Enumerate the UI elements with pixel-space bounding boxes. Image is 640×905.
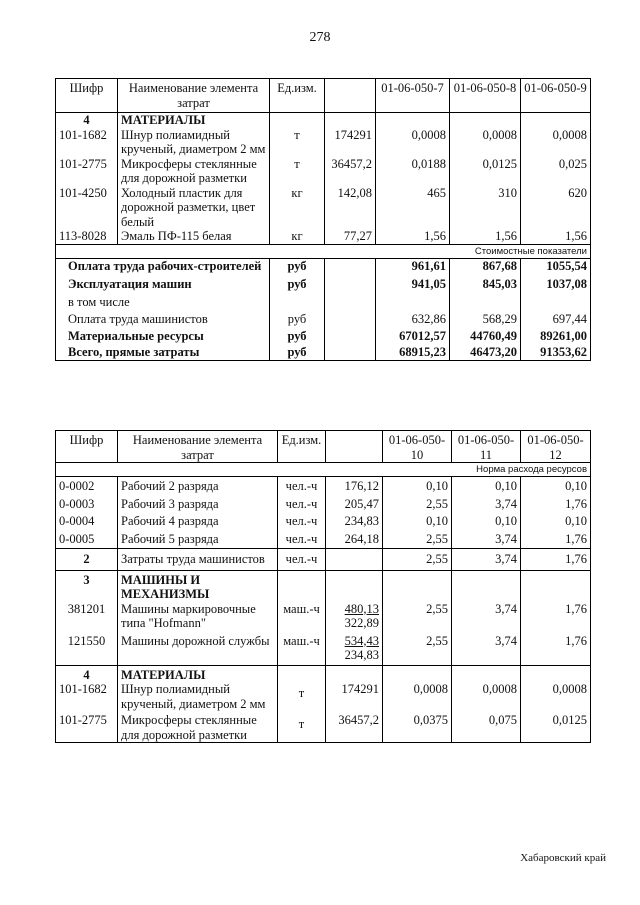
cost-unit: руб bbox=[270, 343, 325, 360]
cost-value: 1037,08 bbox=[521, 273, 591, 292]
cost-unit: руб bbox=[270, 327, 325, 344]
cell-price: 36457,2 bbox=[325, 157, 376, 186]
cost-unit: руб bbox=[270, 309, 325, 327]
cost-value: 91353,62 bbox=[521, 343, 591, 360]
cost-value: 68915,23 bbox=[376, 343, 450, 360]
cell-unit: т bbox=[270, 157, 325, 186]
section-code: 4 bbox=[56, 113, 118, 128]
cell-value: 1,56 bbox=[521, 229, 591, 244]
cell-value: 0,0008 bbox=[383, 682, 452, 711]
cost-value: 67012,57 bbox=[376, 327, 450, 344]
cost-value: 941,05 bbox=[376, 273, 450, 292]
labor-value: 1,76 bbox=[521, 549, 591, 571]
cell-value: 0,075 bbox=[452, 711, 521, 743]
cell-code: 0-0003 bbox=[56, 494, 118, 512]
cell-code: 0-0005 bbox=[56, 529, 118, 549]
resource-table-1 bbox=[55, 78, 591, 361]
table-row bbox=[56, 128, 591, 157]
cell-price: 234,83 bbox=[326, 511, 383, 529]
cost-row bbox=[56, 327, 591, 344]
cell-code: 113-8028 bbox=[56, 229, 118, 244]
header-price bbox=[326, 431, 383, 463]
cell-value: 0,0125 bbox=[521, 711, 591, 743]
machine-row bbox=[56, 602, 591, 631]
header-name: Наименование элемента затрат bbox=[118, 79, 270, 113]
cell-value: 1,56 bbox=[450, 229, 521, 244]
cell-name: Рабочий 5 разряда bbox=[118, 529, 278, 549]
cell-unit: т bbox=[270, 128, 325, 157]
cell-price: 142,08 bbox=[325, 186, 376, 230]
cell-code: 101-2775 bbox=[56, 157, 118, 186]
cell-code: 101-4250 bbox=[56, 186, 118, 230]
header-col-10: 01-06-050-10 bbox=[383, 431, 452, 463]
cell-name: Эмаль ПФ-115 белая bbox=[118, 229, 270, 244]
cost-indicators-label: Стоимостные показатели bbox=[376, 244, 591, 258]
cell-unit: т bbox=[278, 682, 326, 711]
cell-name: Машины дорожной службы bbox=[118, 631, 278, 666]
section-row bbox=[56, 665, 591, 682]
cell-value: 0,0008 bbox=[450, 128, 521, 157]
cell-code: 0-0004 bbox=[56, 511, 118, 529]
cell-name: Шнур полиамидный крученый, диаметром 2 мм bbox=[118, 682, 278, 711]
cell-value: 3,74 bbox=[452, 529, 521, 549]
cell-value: 0,0125 bbox=[450, 157, 521, 186]
cell-value: 1,76 bbox=[521, 529, 591, 549]
cell-name: Шнур полиамидный крученый, диаметром 2 мм bbox=[118, 128, 270, 157]
cell-code: 381201 bbox=[56, 602, 118, 631]
cost-unit: руб bbox=[270, 273, 325, 292]
table-row bbox=[56, 157, 591, 186]
cell-unit: т bbox=[278, 711, 326, 743]
cell-unit: чел.-ч bbox=[278, 529, 326, 549]
cell-code: 101-1682 bbox=[56, 682, 118, 711]
cell-value: 2,55 bbox=[383, 494, 452, 512]
cell-value: 3,74 bbox=[452, 631, 521, 666]
cell-unit: маш.-ч bbox=[278, 602, 326, 631]
section-title: МАТЕРИАЛЫ bbox=[118, 113, 270, 128]
cost-value: 44760,49 bbox=[450, 327, 521, 344]
header-name: Наименование элемента затрат bbox=[118, 431, 278, 463]
header-col-9: 01-06-050-9 bbox=[521, 79, 591, 113]
cell-value: 0,0008 bbox=[521, 682, 591, 711]
labor-value: 2,55 bbox=[383, 549, 452, 571]
table-row bbox=[56, 477, 591, 494]
cell-value: 0,0188 bbox=[376, 157, 450, 186]
norm-label: Норма расхода ресурсов bbox=[383, 463, 591, 477]
cell-unit: чел.-ч bbox=[278, 511, 326, 529]
cell-value: 1,76 bbox=[521, 631, 591, 666]
cell-value: 0,0008 bbox=[376, 128, 450, 157]
cell-value: 0,0008 bbox=[521, 128, 591, 157]
cost-row bbox=[56, 343, 591, 360]
cell-code: 0-0002 bbox=[56, 477, 118, 494]
cell-unit: маш.-ч bbox=[278, 631, 326, 666]
cell-value: 0,10 bbox=[383, 511, 452, 529]
cell-value: 2,55 bbox=[383, 602, 452, 631]
cell-price bbox=[326, 631, 383, 666]
cost-row bbox=[56, 273, 591, 292]
cell-value: 2,55 bbox=[383, 631, 452, 666]
cell-value: 1,76 bbox=[521, 494, 591, 512]
header-code: Шифр bbox=[56, 431, 118, 463]
cell-value: 0,10 bbox=[521, 477, 591, 494]
cell-name: Рабочий 4 разряда bbox=[118, 511, 278, 529]
cell-price: 176,12 bbox=[326, 477, 383, 494]
cost-row bbox=[56, 292, 591, 310]
cell-unit: чел.-ч bbox=[278, 477, 326, 494]
section-title: МАТЕРИАЛЫ bbox=[118, 665, 278, 682]
cell-price bbox=[326, 602, 383, 631]
section-code: 4 bbox=[56, 665, 118, 682]
cell-name: Машины маркировочные типа "Hofmann" bbox=[118, 602, 278, 631]
cost-value: 568,29 bbox=[450, 309, 521, 327]
header-col-11: 01-06-050-11 bbox=[452, 431, 521, 463]
cell-value: 3,74 bbox=[452, 602, 521, 631]
labor-row bbox=[56, 549, 591, 571]
cost-value: 961,61 bbox=[376, 258, 450, 273]
table-row bbox=[56, 711, 591, 743]
cost-indicators-label-row bbox=[56, 244, 591, 258]
cell-value: 3,74 bbox=[452, 494, 521, 512]
header-col-7: 01-06-050-7 bbox=[376, 79, 450, 113]
cell-value: 0,0008 bbox=[452, 682, 521, 711]
cell-unit: чел.-ч bbox=[278, 494, 326, 512]
cost-name: Оплата труда рабочих-строителей bbox=[56, 258, 270, 273]
cost-name: Материальные ресурсы bbox=[56, 327, 270, 344]
cell-value: 0,0375 bbox=[383, 711, 452, 743]
section-code: 3 bbox=[56, 570, 118, 602]
section-row bbox=[56, 570, 591, 602]
price-secondary: 322,89 bbox=[344, 616, 379, 630]
labor-unit: чел.-ч bbox=[278, 549, 326, 571]
cost-name: Эксплуатация машин bbox=[56, 273, 270, 292]
cost-value: 697,44 bbox=[521, 309, 591, 327]
cell-name: Холодный пластик для дорожной разметки, цвет белый bbox=[118, 186, 270, 230]
cell-value: 0,10 bbox=[521, 511, 591, 529]
price-primary: 480,13 bbox=[344, 601, 379, 616]
cell-unit: кг bbox=[270, 186, 325, 230]
labor-value: 3,74 bbox=[452, 549, 521, 571]
cell-price: 174291 bbox=[325, 128, 376, 157]
cell-value: 1,56 bbox=[376, 229, 450, 244]
cost-unit: руб bbox=[270, 258, 325, 273]
price-primary: 534,43 bbox=[344, 633, 379, 648]
cost-name: Всего, прямые затраты bbox=[56, 343, 270, 360]
header-col-8: 01-06-050-8 bbox=[450, 79, 521, 113]
cell-code: 101-1682 bbox=[56, 128, 118, 157]
page-number: 278 bbox=[309, 30, 331, 45]
cell-price: 205,47 bbox=[326, 494, 383, 512]
cost-name: Оплата труда машинистов bbox=[56, 309, 270, 327]
header-unit: Ед.изм. bbox=[278, 431, 326, 463]
cell-value: 0,10 bbox=[452, 511, 521, 529]
cell-code: 121550 bbox=[56, 631, 118, 666]
cell-code: 101-2775 bbox=[56, 711, 118, 743]
cell-name: Микросферы стеклянные для дорожной разметки bbox=[118, 711, 278, 743]
table-row bbox=[56, 682, 591, 711]
table-row bbox=[56, 529, 591, 549]
cost-value: 867,68 bbox=[450, 258, 521, 273]
header-unit: Ед.изм. bbox=[270, 79, 325, 113]
table-row bbox=[56, 494, 591, 512]
cell-name: Рабочий 2 разряда bbox=[118, 477, 278, 494]
cell-name: Рабочий 3 разряда bbox=[118, 494, 278, 512]
header-code: Шифр bbox=[56, 79, 118, 113]
cell-unit: кг bbox=[270, 229, 325, 244]
norm-label-row bbox=[56, 463, 591, 477]
table-row bbox=[56, 511, 591, 529]
cell-price: 264,18 bbox=[326, 529, 383, 549]
price-secondary: 234,83 bbox=[344, 648, 379, 662]
cell-value: 0,10 bbox=[452, 477, 521, 494]
cost-value: 845,03 bbox=[450, 273, 521, 292]
machine-row bbox=[56, 631, 591, 666]
cell-price: 77,27 bbox=[325, 229, 376, 244]
cell-value: 2,55 bbox=[383, 529, 452, 549]
table-row bbox=[56, 186, 591, 230]
cell-name: Микросферы стеклянные для дорожной разметки bbox=[118, 157, 270, 186]
cell-value: 0,10 bbox=[383, 477, 452, 494]
cell-value: 310 bbox=[450, 186, 521, 230]
cell-value: 620 bbox=[521, 186, 591, 230]
labor-name: Затраты труда машинистов bbox=[118, 549, 278, 571]
cell-price: 36457,2 bbox=[326, 711, 383, 743]
cell-value: 1,76 bbox=[521, 602, 591, 631]
cell-value: 465 bbox=[376, 186, 450, 230]
table-row bbox=[56, 229, 591, 244]
cost-name: в том числе bbox=[56, 292, 270, 310]
header-col-12: 01-06-050-12 bbox=[521, 431, 591, 463]
cost-value: 89261,00 bbox=[521, 327, 591, 344]
region-footer: Хабаровский край bbox=[520, 852, 606, 864]
section-row bbox=[56, 113, 591, 128]
labor-code: 2 bbox=[56, 549, 118, 571]
cost-row bbox=[56, 309, 591, 327]
section-title: МАШИНЫ И МЕХАНИЗМЫ bbox=[118, 570, 278, 602]
cost-value: 632,86 bbox=[376, 309, 450, 327]
cost-value: 1055,54 bbox=[521, 258, 591, 273]
cost-value: 46473,20 bbox=[450, 343, 521, 360]
cell-value: 0,025 bbox=[521, 157, 591, 186]
header-price bbox=[325, 79, 376, 113]
resource-table-2 bbox=[55, 430, 591, 743]
cost-row bbox=[56, 258, 591, 273]
cell-price: 174291 bbox=[326, 682, 383, 711]
